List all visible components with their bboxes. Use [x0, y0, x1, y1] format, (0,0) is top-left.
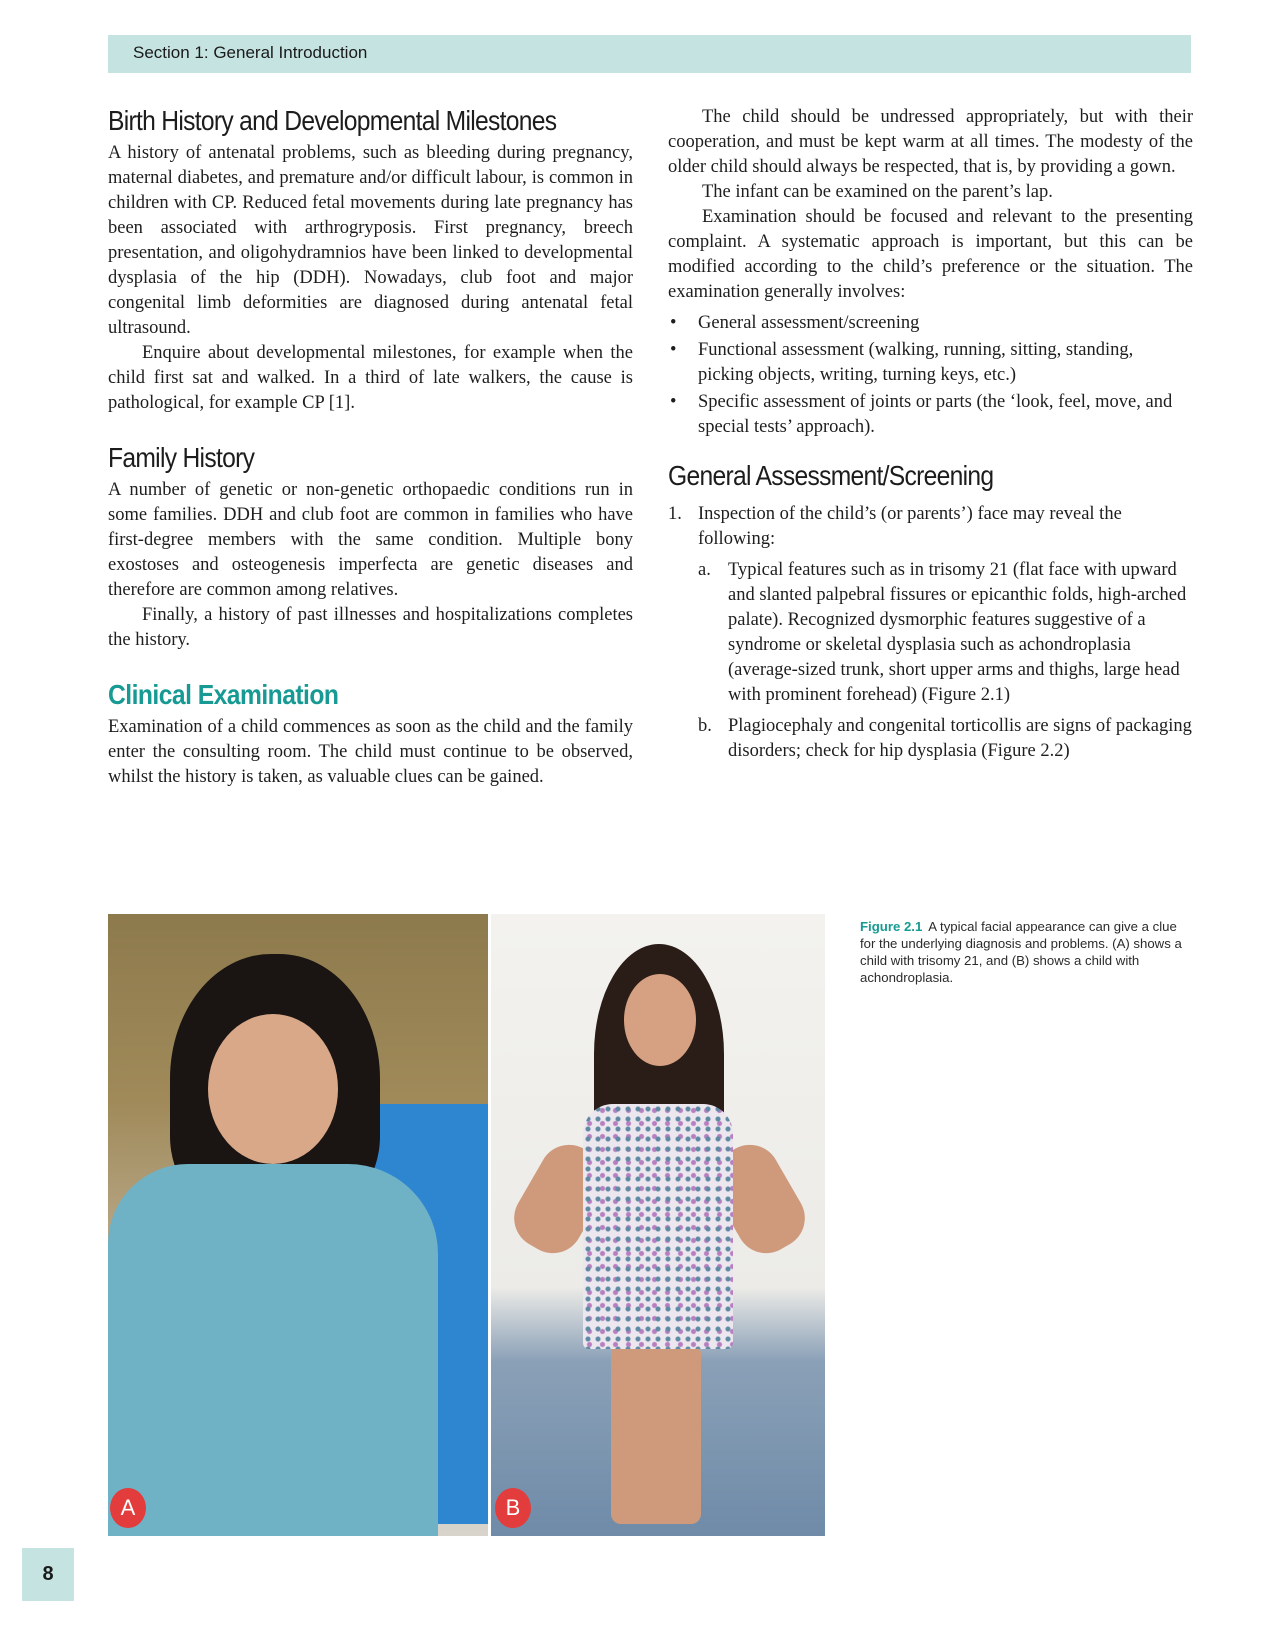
face-shape: [208, 1014, 338, 1164]
figure-2-1: [108, 914, 825, 1536]
heading-clinical-examination: Clinical Examination: [108, 679, 339, 710]
numbered-item: [668, 502, 1193, 764]
paragraph: A history of antenatal problems, such as bleeding during pregnancy, maternal diabetes, and premature and/or difficult labour, is common in children with CP. Reduced fetal movements during late pregnancy has been associated with arthrogryposis. First pregnancy, breech presentation, and oligohydramnios have been linked to developmental dysplasia of the hip (DDH). Nowadays, club foot and major congenital limb deformities are diagnosed during antenatal fetal ultrasound.: [108, 143, 633, 338]
right-column: [668, 105, 1193, 770]
dress-shape: [583, 1104, 733, 1349]
figure-caption: [860, 918, 1190, 986]
heading-family-history: Family History: [108, 442, 255, 473]
page-number: 8: [22, 1548, 74, 1601]
section-header-band: [108, 35, 1191, 73]
figure-caption-text: A typical facial appearance can give a clue for the underlying diagnosis and problems. (A) shows a child with trisomy 21, and (B) shows a child with achondroplasia.: [860, 919, 1182, 985]
bullet-item: • Specific assessment of joints or parts (the ‘look, feel, move, and special tests’ approach).: [668, 390, 1193, 440]
paragraph: The infant can be examined on the parent’s lap.: [702, 182, 1053, 202]
legs-shape: [611, 1344, 701, 1524]
paragraph: Enquire about developmental milestones, for example when the child first sat and walked. In a third of late walkers, the cause is pathological, for example CP [1].: [108, 343, 633, 413]
bullet-item: • Functional assessment (walking, running, sitting, standing, picking objects, writing, turning keys, etc.): [668, 338, 1193, 388]
panel-label-b: B: [495, 1488, 531, 1528]
lettered-item-text: Typical features such as in trisomy 21 (flat face with upward and slanted palpebral fissures or epicanthic folds, high-arched palate). Recognized dysmorphic features suggestive of a syndrome or skeletal dysplasia such as achondroplasia (average-sized trunk, short upper arms and thighs, large head with prominent forehead) (Figure 2.1): [728, 560, 1187, 705]
photo-panel-a: [108, 914, 488, 1536]
list-marker: b.: [698, 716, 712, 736]
lettered-item: [698, 714, 1193, 764]
lettered-sublist: [698, 558, 1193, 764]
numbered-list: [668, 502, 1193, 764]
paragraph: The child should be undressed appropriately, but with their cooperation, and must be kept warm at all times. The modesty of the older child should always be respected, that is, by providing a gown.: [668, 107, 1193, 177]
paragraph: Examination should be focused and relevant to the presenting complaint. A systematic approach is important, but this can be modified according to the child’s preference or the situation. The examination generally involves:: [668, 207, 1193, 302]
left-column: [108, 105, 633, 790]
lettered-item: [698, 558, 1193, 708]
figure-caption-label: Figure 2.1: [860, 919, 923, 934]
numbered-item-text: Inspection of the child’s (or parents’) face may reveal the following:: [698, 504, 1122, 549]
paragraph: A number of genetic or non-genetic orthopaedic conditions run in some families. DDH and club foot are common in families who have first-degree members with the same condition. Multiple bony exostoses and osteogenesis imperfecta are genetic diseases and therefore are common among relatives.: [108, 480, 633, 600]
list-marker: 1.: [668, 504, 682, 524]
list-marker: a.: [698, 560, 711, 580]
bullet-item: • General assessment/screening: [668, 311, 1193, 336]
examination-bullet-list: [668, 311, 1193, 440]
lettered-item-text: Plagiocephaly and congenital torticollis are signs of packaging disorders; check for hip dysplasia (Figure 2.2): [728, 716, 1192, 761]
photo-panel-b: [491, 914, 825, 1536]
dress-shape: [108, 1164, 438, 1536]
section-title: Section 1: General Introduction: [133, 43, 368, 62]
panel-label-a: A: [110, 1488, 146, 1528]
heading-birth-history: Birth History and Developmental Milestones: [108, 105, 557, 136]
heading-general-assessment: General Assessment/Screening: [668, 460, 994, 491]
face-shape: [624, 974, 696, 1066]
paragraph: Examination of a child commences as soon as the child and the family enter the consulting room. The child must continue to be observed, whilst the history is taken, as valuable clues can be gained.: [108, 717, 633, 787]
paragraph: Finally, a history of past illnesses and hospitalizations completes the history.: [108, 605, 633, 650]
